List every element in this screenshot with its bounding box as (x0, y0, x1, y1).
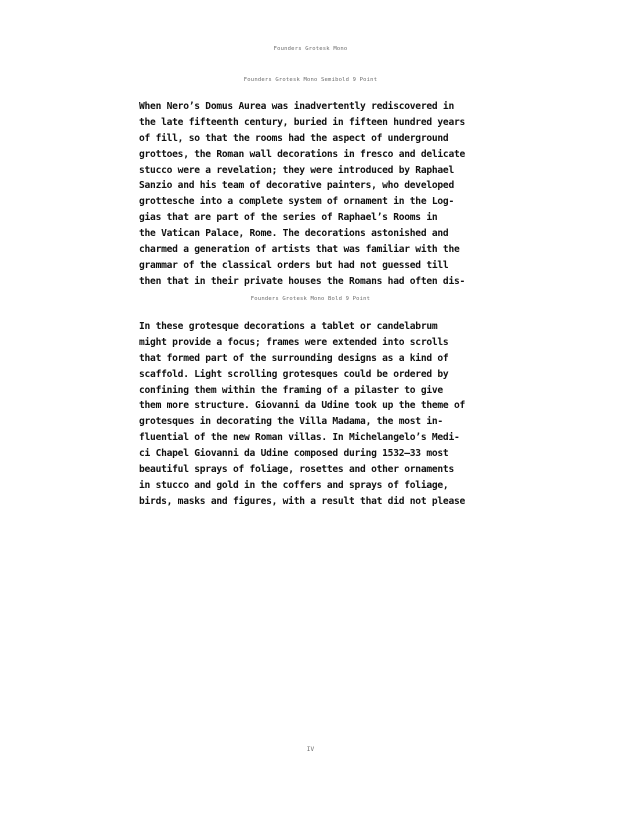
text-line: scaffold. Light scrolling grotesques could be ordered by (139, 368, 449, 380)
text-line: fluential of the new Roman villas. In Michelangelo’s Medi- (139, 432, 460, 444)
text-line: When Nero’s Domus Aurea was inadvertently rediscovered in (139, 101, 454, 112)
text-line: grotesques in decorating the Villa Madama, the most in- (139, 416, 443, 428)
text-line: grammar of the classical orders but had not guessed till (139, 259, 449, 271)
text-line: charmed a generation of artists that was familiar with the (139, 244, 460, 256)
text-line: in stucco and gold in the coffers and sprays of foliage, (139, 479, 449, 491)
section-2-label: Founders Grotesk Mono Bold 9 Point (250, 296, 371, 302)
text-line: grottoes, the Roman wall decorations in fresco and delicate (139, 148, 466, 160)
page-number: IV (306, 746, 315, 753)
text-line: stucco were a revelation; they were introduced by Raphael (139, 164, 454, 176)
text-line: grottesche into a complete system of ornament in the Log- (139, 196, 454, 208)
section-1-label: Founders Grotesk Mono Semibold 9 Point (243, 77, 378, 83)
text-line: might provide a focus; frames were extended into scrolls (139, 336, 449, 348)
text-line: Sanzio and his team of decorative painters, who developed (139, 180, 454, 192)
text-line: In these grotesque decorations a tablet or candelabrum (139, 321, 438, 332)
text-line: gias that are part of the series of Raphael’s Rooms in (139, 212, 438, 224)
section-1-text (139, 99, 499, 290)
text-line: them more structure. Giovanni da Udine took up the theme of (139, 400, 466, 412)
text-line: of fill, so that the rooms had the aspect of underground (139, 132, 449, 144)
text-line: then that in their private houses the Romans had often dis- (139, 275, 466, 287)
text-line: that formed part of the surrounding designs as a kind of (139, 352, 449, 364)
text-line: beautiful sprays of foliage, rosettes and other ornaments (139, 464, 454, 476)
text-line: ci Chapel Giovanni da Udine composed during 1532–33 most (139, 448, 449, 460)
text-line: the Vatican Palace, Rome. The decorations astonished and (139, 228, 449, 240)
text-line: confining them within the framing of a pilaster to give (139, 384, 443, 396)
text-line: birds, masks and figures, with a result that did not please (139, 495, 466, 507)
page-title: Founders Grotesk Mono (273, 46, 348, 52)
section-2-text (139, 319, 499, 510)
text-line: the late fifteenth century, buried in fifteen hundred years (139, 116, 466, 128)
